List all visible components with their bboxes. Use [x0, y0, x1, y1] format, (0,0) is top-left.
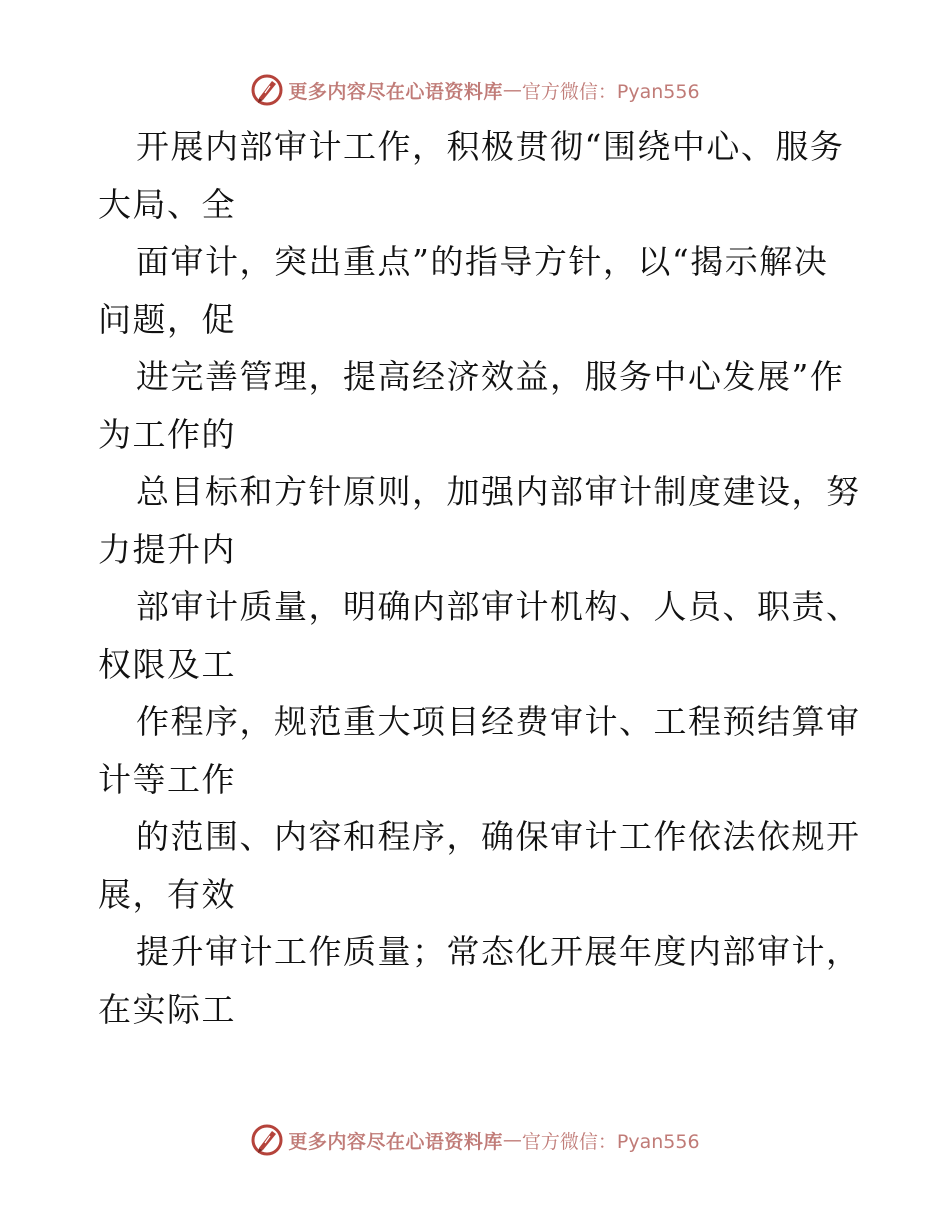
- banner-dash: —: [502, 1129, 522, 1151]
- body-line: 提升审计工作质量；常态化开展年度内部审计，: [136, 932, 861, 971]
- body-line: 大局、全: [98, 184, 236, 224]
- body-line: 进完善管理，提高经济效益，服务中心发展”作: [136, 357, 845, 396]
- body-line: 计等工作: [98, 759, 236, 799]
- brand-text: 更多内容尽在心语资料库: [288, 80, 503, 103]
- header-banner: [0, 70, 950, 110]
- body-line: 权限及工: [98, 644, 236, 684]
- footer-banner: [0, 1120, 950, 1160]
- body-line: 问题，促: [98, 299, 236, 339]
- body-line: 展，有效: [98, 874, 236, 914]
- brand-text: 更多内容尽在心语资料库: [288, 1130, 503, 1153]
- body-line: 力提升内: [98, 529, 236, 569]
- wechat-text: 官方微信：Pyan556: [521, 80, 700, 103]
- body-line: 作程序，规范重大项目经费审计、工程预结算审: [136, 702, 861, 741]
- body-line: 面审计，突出重点”的指导方针，以“揭示解决: [136, 242, 829, 281]
- document-body: [98, 118, 861, 1038]
- body-line: 开展内部审计工作，积极贯彻“围绕中心、服务: [136, 127, 845, 166]
- banner-dash: —: [502, 79, 522, 101]
- quill-pen-icon: [250, 1123, 284, 1157]
- wechat-text: 官方微信：Pyan556: [521, 1130, 700, 1153]
- quill-pen-icon: [250, 73, 284, 107]
- body-line: 为工作的: [98, 414, 236, 454]
- body-line: 在实际工: [98, 989, 236, 1029]
- body-line: 的范围、内容和程序，确保审计工作依法依规开: [136, 817, 861, 856]
- body-line: 总目标和方针原则，加强内部审计制度建设，努: [136, 472, 861, 511]
- body-line: 部审计质量，明确内部审计机构、人员、职责、: [136, 587, 861, 626]
